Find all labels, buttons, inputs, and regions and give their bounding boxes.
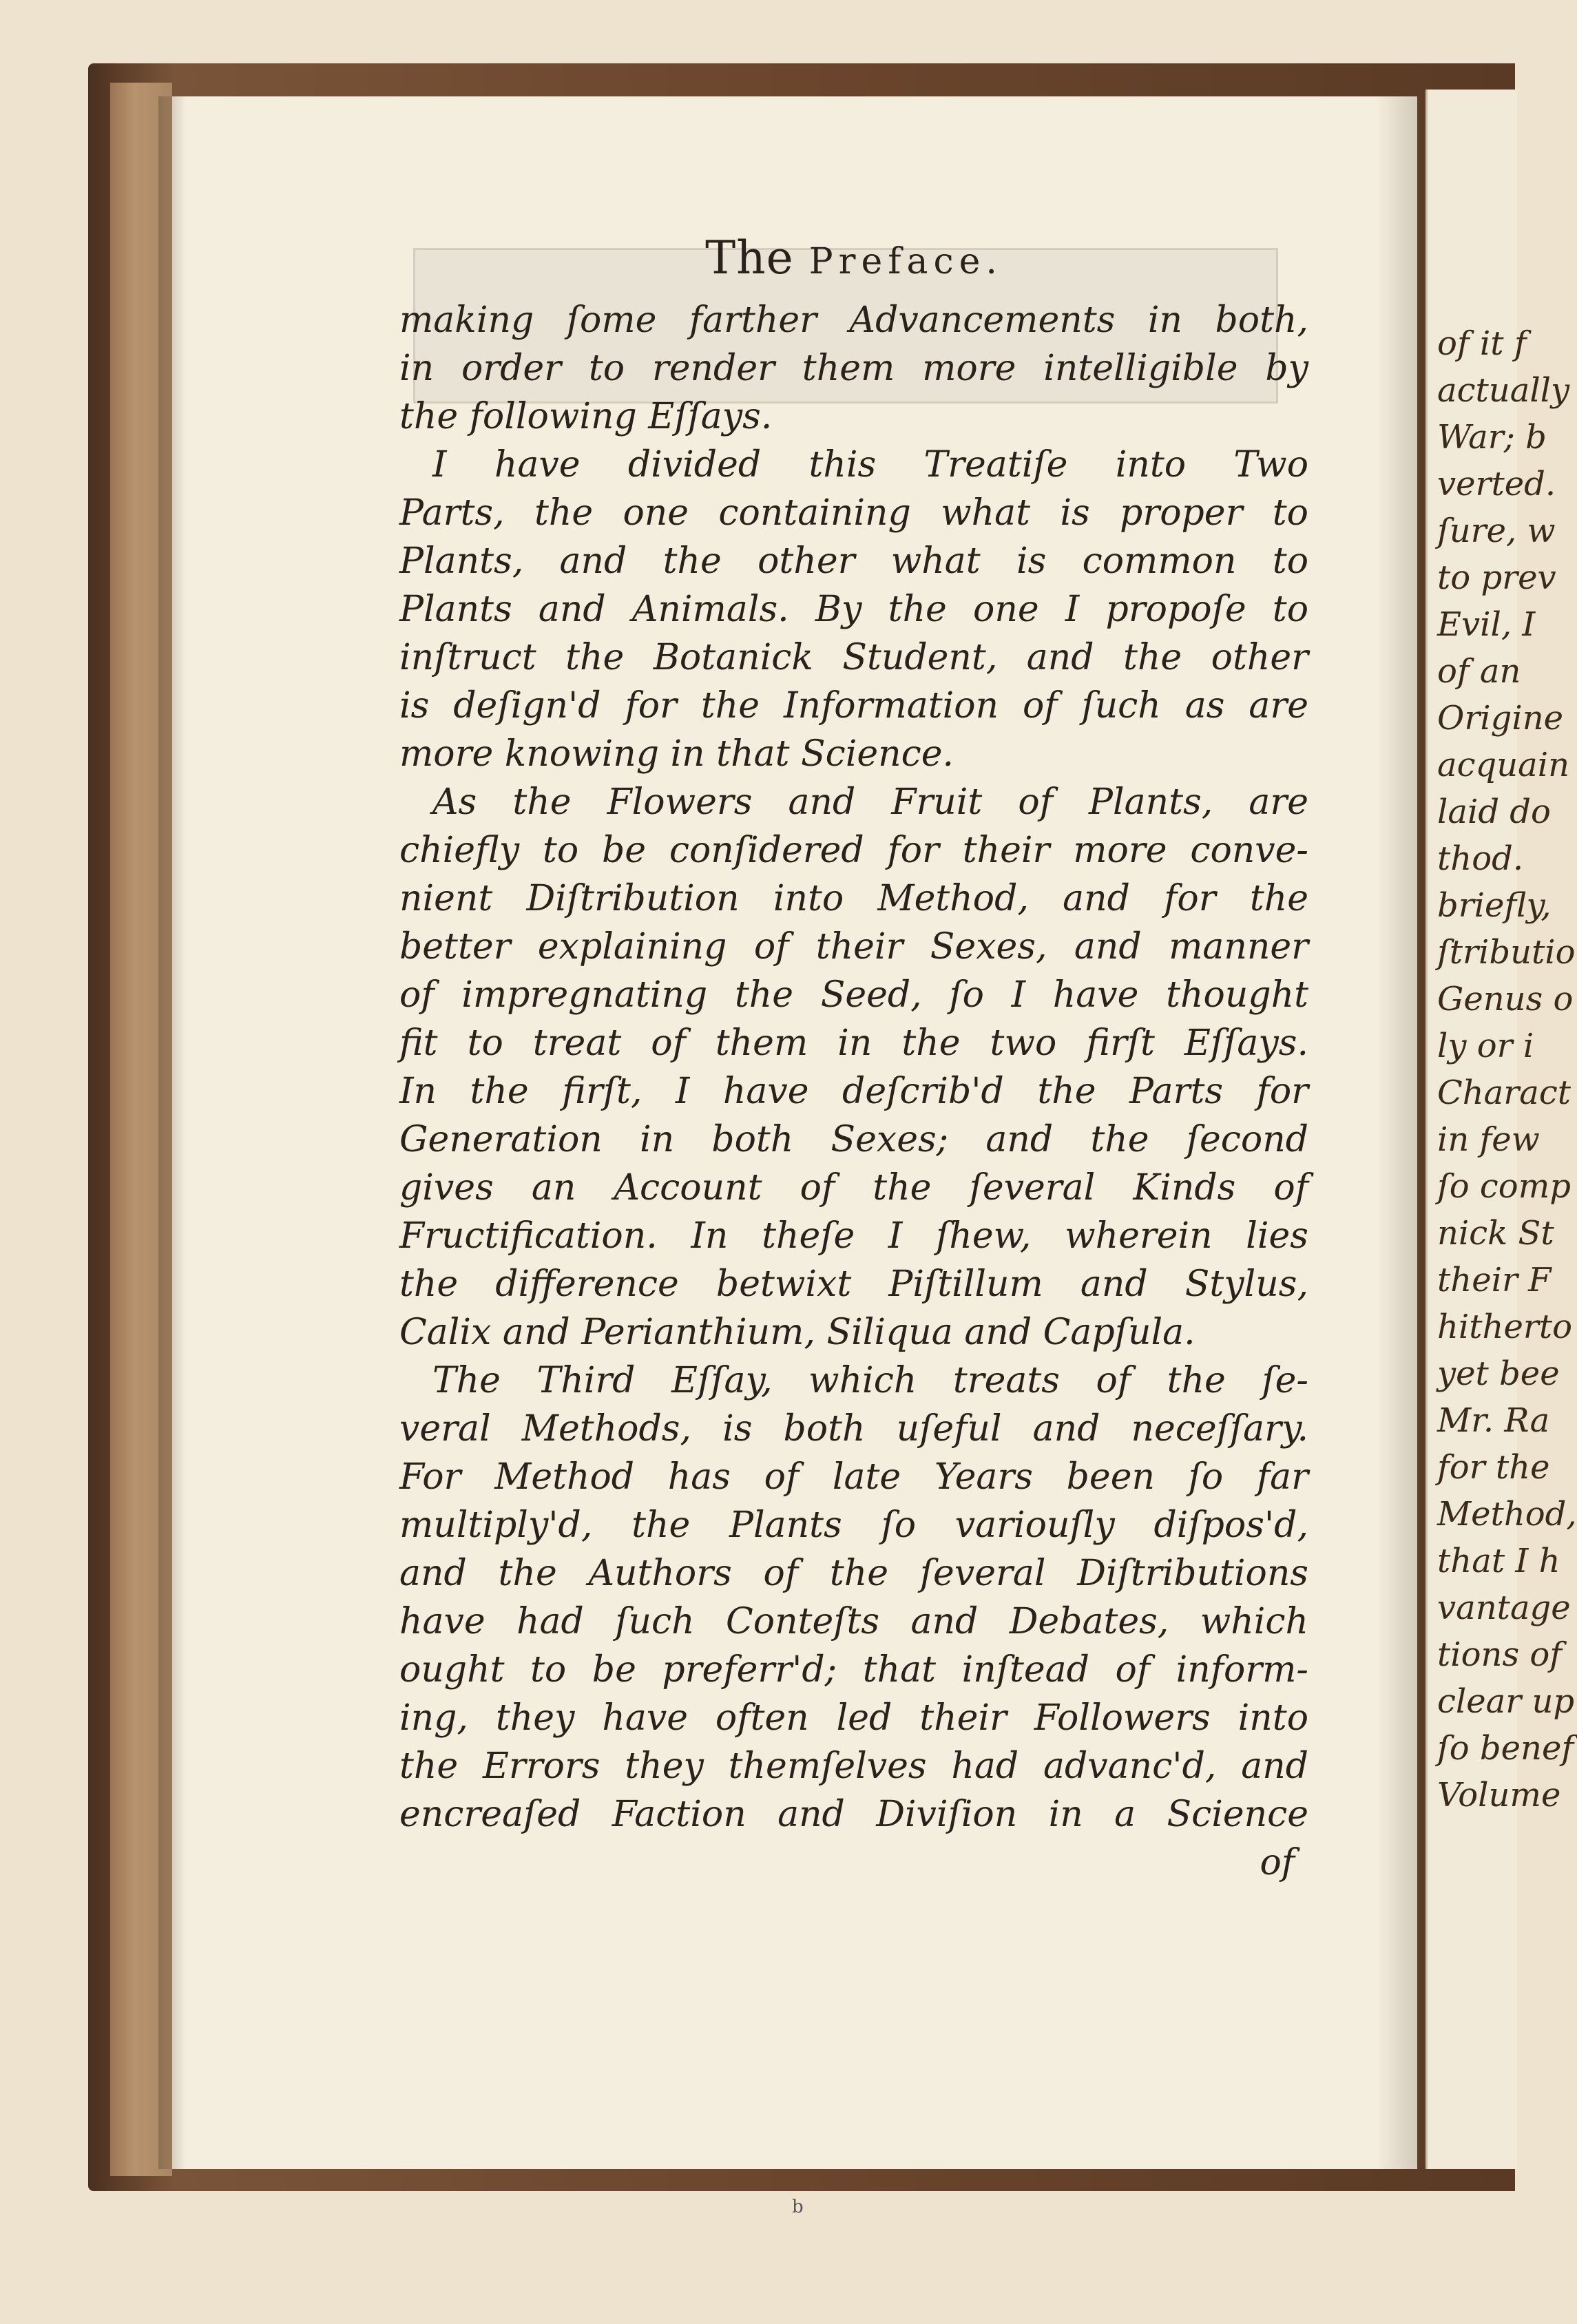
- facing-page-line: thod.: [1437, 839, 1524, 878]
- facing-page-line: verted.: [1437, 465, 1556, 503]
- text-line: better explaining of their Sexes, and manner: [399, 926, 1308, 967]
- facing-page-line: Charact: [1437, 1074, 1571, 1112]
- running-head: [399, 227, 1308, 296]
- running-head-small-caps: Preface.: [808, 241, 1003, 282]
- text-line: As the Flowers and Fruit of Plants, are: [432, 782, 1308, 823]
- facing-page-line: actually: [1437, 371, 1570, 410]
- facing-page-line: in few: [1437, 1120, 1540, 1159]
- gutter-shadow: [158, 96, 186, 2169]
- text-line: the following Eſſays.: [399, 396, 773, 437]
- text-line: have had ſuch Conteſts and Debates, which: [399, 1601, 1308, 1642]
- text-line: I have divided this Treatiſe into Two: [432, 444, 1308, 485]
- text-line: Parts, the one containing what is proper to: [399, 492, 1308, 534]
- facing-page-line: ſtributio: [1437, 933, 1576, 972]
- facing-page-line: for the: [1437, 1448, 1550, 1487]
- text-line: is deſign'd for the Information of ſuch as are: [399, 685, 1308, 726]
- facing-page-line: briefly,: [1437, 886, 1552, 925]
- signature-mark: b: [792, 2197, 804, 2217]
- text-line: Plants and Animals. By the one I propoſe to: [399, 589, 1308, 630]
- text-line: In the firſt, I have deſcrib'd the Parts for: [399, 1071, 1308, 1112]
- facing-page-line: of it f: [1437, 324, 1527, 363]
- text-line: the Errors they themſelves had advanc'd, and: [399, 1746, 1308, 1787]
- facing-page-line: hitherto: [1437, 1308, 1573, 1346]
- text-line: the difference betwixt Piſtillum and Stylus,: [399, 1264, 1308, 1305]
- text-line: of impregnating the Seed, ſo I have thought: [399, 974, 1308, 1016]
- facing-page-line: tions of: [1437, 1635, 1563, 1674]
- facing-page-line: War; b: [1437, 418, 1547, 457]
- facing-page-line: vantage: [1437, 1589, 1571, 1627]
- facing-page-line: acquain: [1437, 746, 1570, 784]
- facing-page-line: Evil, I: [1437, 605, 1536, 644]
- text-line: chiefly to be conſidered for their more conve-: [399, 830, 1308, 871]
- facing-page-line: ſo comp: [1437, 1167, 1571, 1206]
- facing-page-line: laid do: [1437, 793, 1551, 831]
- text-line: ing, they have often led their Followers into: [399, 1697, 1308, 1739]
- text-line: more knowing in that Science.: [399, 733, 954, 775]
- text-line: fit to treat of them in the two firſt Eſſays.: [399, 1023, 1308, 1064]
- text-line: Plants, and the other what is common to: [399, 541, 1308, 582]
- facing-page-line: of an: [1437, 652, 1521, 691]
- facing-page-line: that I h: [1437, 1542, 1560, 1580]
- text-line: veral Methods, is both uſeful and neceſſary.: [399, 1408, 1308, 1449]
- facing-page-line: ly or i: [1437, 1027, 1534, 1065]
- facing-page-line: Genus o: [1437, 980, 1574, 1018]
- running-head-prefix: The: [705, 231, 809, 284]
- facing-page-line: ſure, w: [1437, 512, 1556, 550]
- facing-page-line: yet bee: [1437, 1354, 1560, 1393]
- text-line: and the Authors of the ſeveral Diſtributions: [399, 1553, 1308, 1594]
- facing-page-line: clear up: [1437, 1682, 1575, 1721]
- text-line: Fructification. In theſe I ſhew, wherein lies: [399, 1215, 1308, 1257]
- text-line: inſtruct the Botanick Student, and the other: [399, 637, 1308, 678]
- facing-page-line: ſo benef: [1437, 1729, 1574, 1768]
- text-line: multiply'd, the Plants ſo variouſly diſpos'd,: [399, 1505, 1308, 1546]
- text-line: making ſome farther Advancements in both,: [399, 300, 1308, 341]
- facing-page-line: Method,: [1437, 1495, 1577, 1533]
- body-lines: [399, 296, 1308, 1839]
- catchword: of: [1260, 1842, 1295, 1883]
- text-line: For Method has of late Years been ſo far: [399, 1456, 1308, 1498]
- facing-page-line: Volume: [1437, 1776, 1561, 1814]
- facing-page-line: to prev: [1437, 558, 1556, 597]
- text-line: in order to render them more intelligible by: [399, 348, 1308, 389]
- facing-page-line: Mr. Ra: [1437, 1401, 1550, 1440]
- text-line: encreaſed Faction and Diviſion in a Science: [399, 1794, 1308, 1835]
- text-line: Calix and Perianthium, Siliqua and Capſula.: [399, 1312, 1195, 1353]
- text-line: ought to be preferr'd; that inſtead of inform-: [399, 1649, 1308, 1690]
- text-line: gives an Account of the ſeveral Kinds of: [399, 1167, 1308, 1208]
- text-line: The Third Eſſay, which treats of the ſe-: [432, 1360, 1308, 1401]
- facing-page-edge: [1425, 90, 1577, 2169]
- preface-text-block: [399, 227, 1308, 1887]
- text-line: nient Diſtribution into Method, and for the: [399, 878, 1308, 919]
- text-line: Generation in both Sexes; and the ſecond: [399, 1119, 1308, 1160]
- facing-page-text: [1428, 320, 1577, 1819]
- facing-page-line: Origine: [1437, 699, 1564, 737]
- facing-page-line: their F: [1437, 1261, 1552, 1299]
- facing-page-line: nick St: [1437, 1214, 1554, 1253]
